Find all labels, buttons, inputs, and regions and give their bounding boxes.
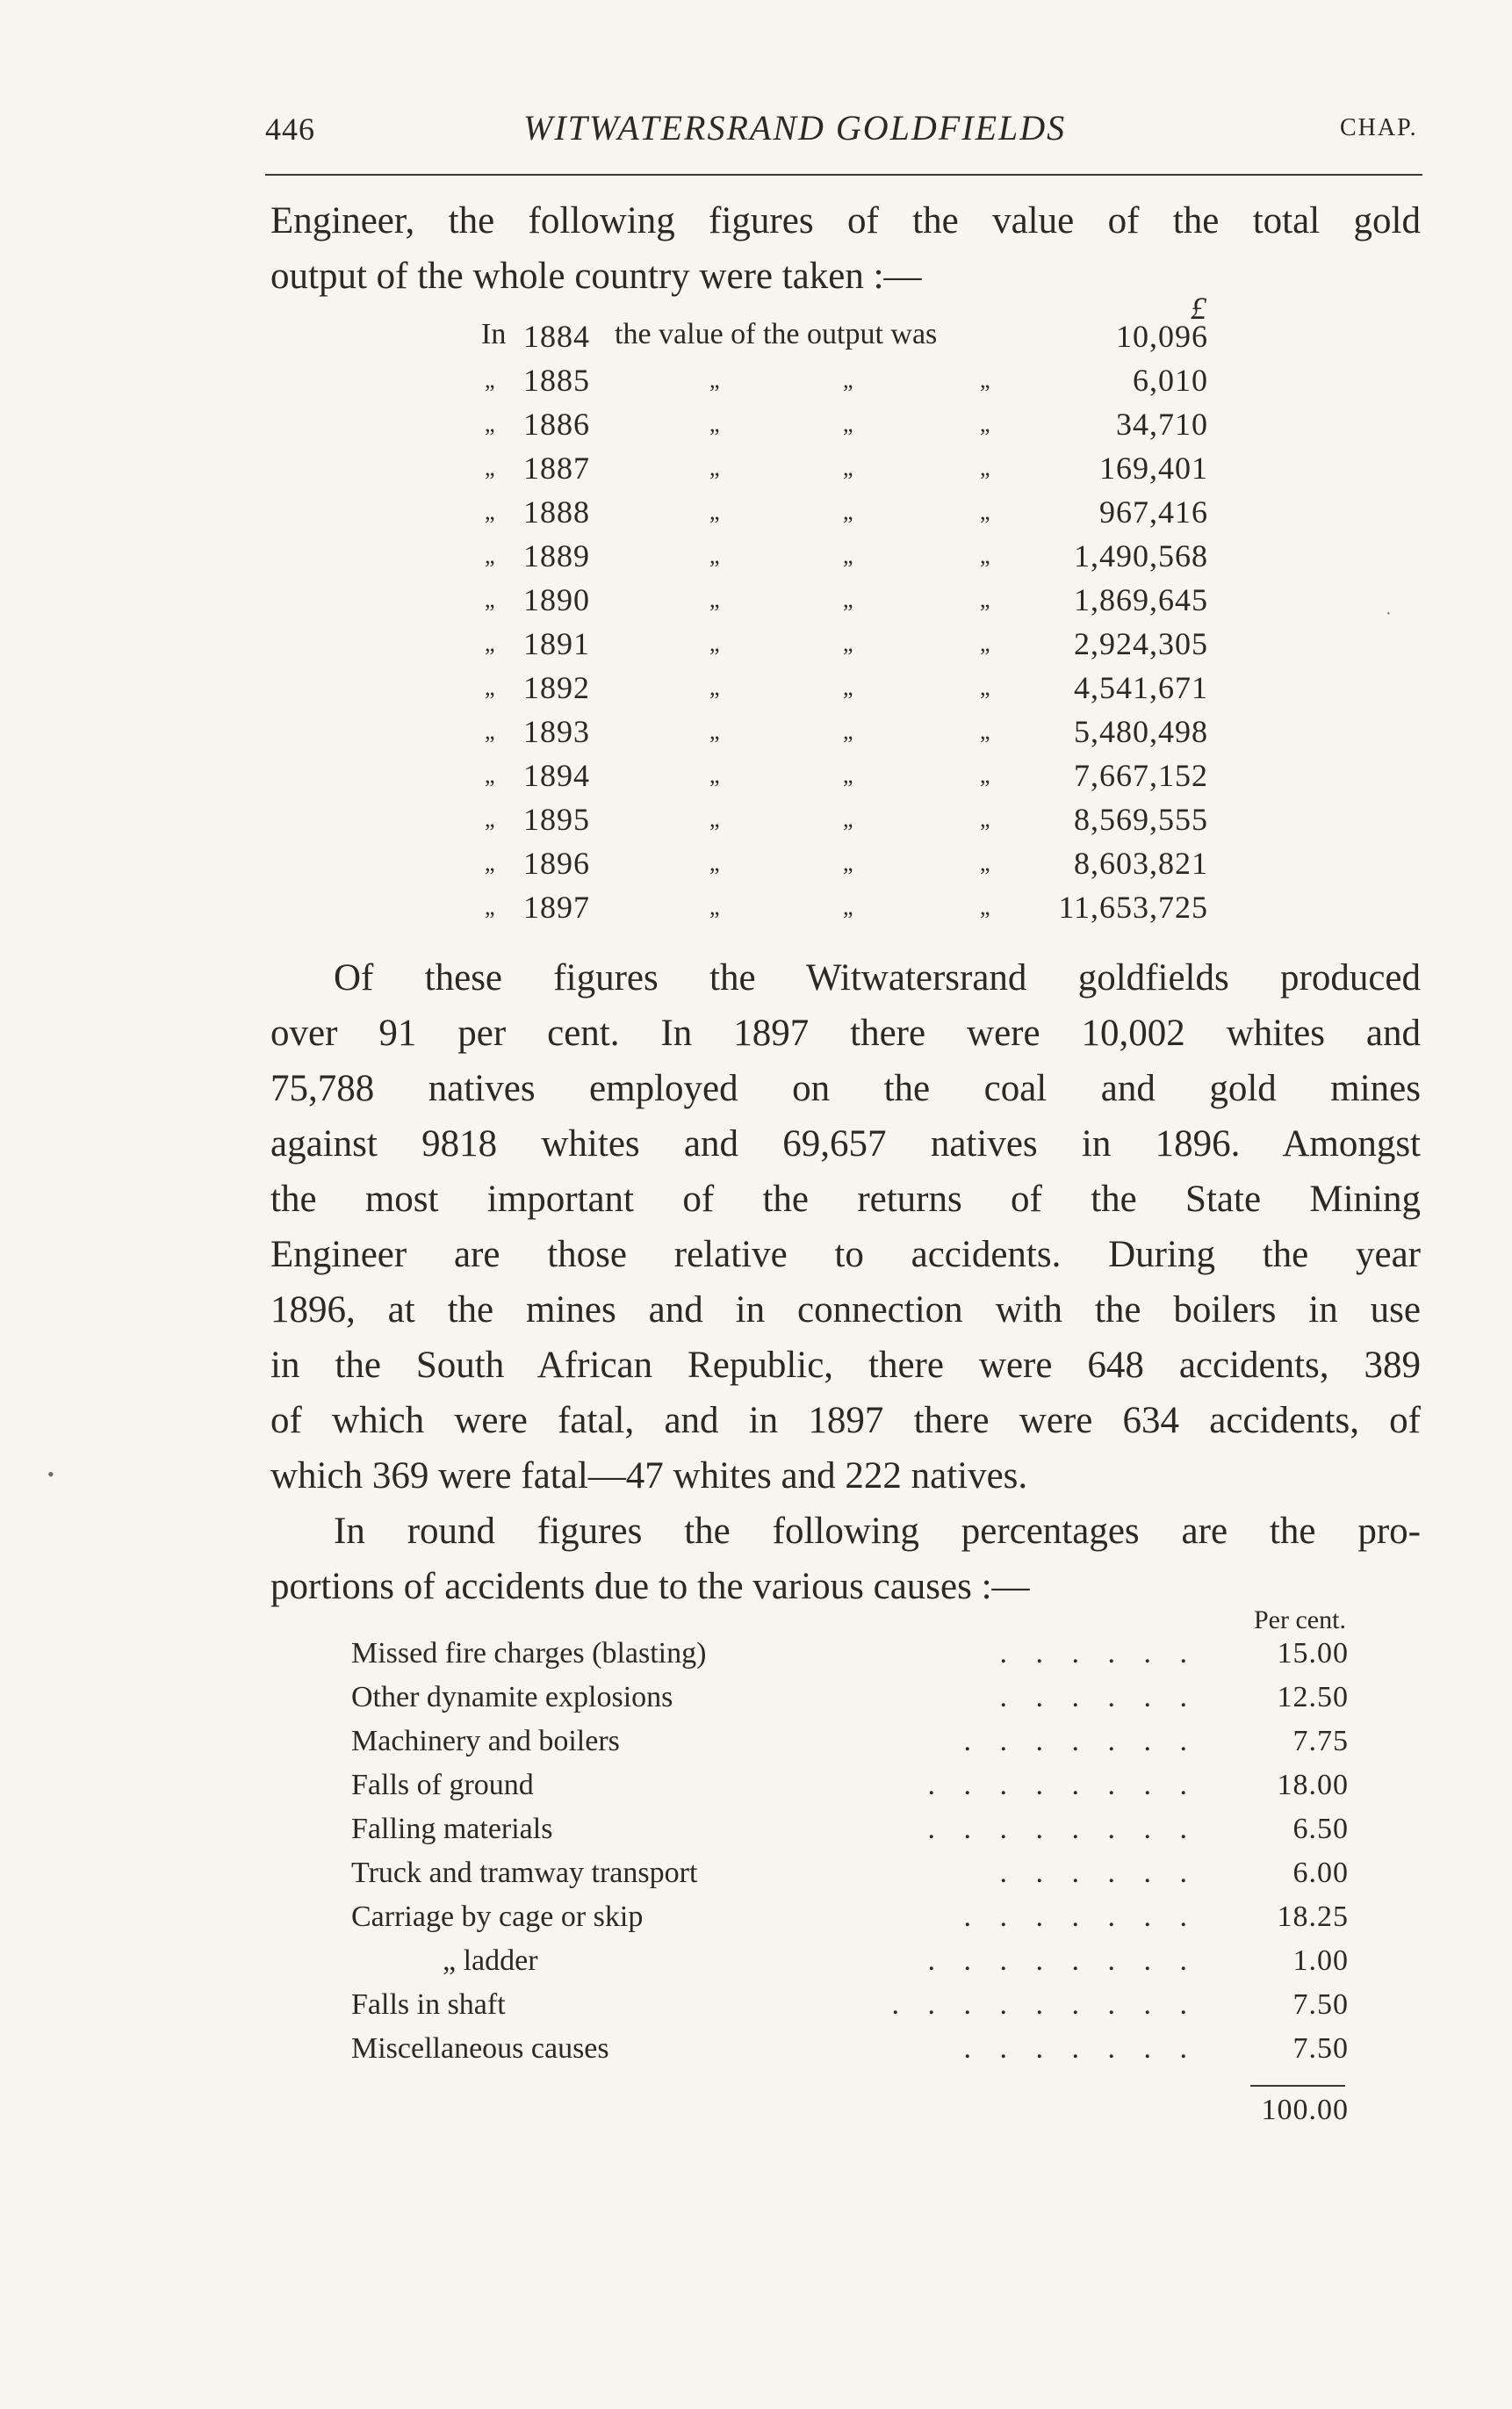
total-rule (1250, 2085, 1345, 2087)
accident-row (0, 2032, 1512, 2076)
ditto-mark: „ (980, 455, 990, 480)
ditto-mark: „ (709, 411, 720, 436)
accident-cause: Machinery and boilers (351, 1725, 620, 1757)
text-line: Engineer, the following figures of the value of the total gold (270, 200, 1421, 242)
year: 1885 (523, 363, 590, 398)
gold-output-row (0, 362, 1512, 406)
leader-dots: . . . . . . . (963, 1901, 1187, 1933)
accident-cause: Carriage by cage or skip (351, 1901, 644, 1933)
ditto-mark: „ (709, 850, 720, 876)
ditto-mark: „ (485, 894, 495, 920)
leader-dots: . . . . . . . (963, 2032, 1187, 2065)
ditto-mark: „ (709, 631, 720, 656)
ditto-mark: „ (709, 499, 720, 524)
year: 1884 (523, 319, 590, 354)
pound-sign: £ (1191, 291, 1206, 326)
year: 1890 (523, 582, 590, 617)
year: 1897 (523, 890, 590, 925)
gold-output-row (0, 406, 1512, 450)
ditto-mark: „ (980, 762, 990, 788)
output-value: 1,490,568 (1074, 538, 1208, 573)
ditto-mark: „ (709, 543, 720, 568)
gold-output-row (0, 450, 1512, 494)
output-value: 7,667,152 (1074, 758, 1208, 793)
output-value: 1,869,645 (1074, 582, 1208, 617)
ditto-mark: „ (485, 806, 495, 832)
output-value: 5,480,498 (1074, 714, 1208, 749)
ditto-mark: „ (709, 806, 720, 832)
accident-row (0, 1769, 1512, 1813)
ditto-mark: „ (980, 674, 990, 700)
ditto-mark: „ (843, 718, 853, 744)
accident-percent: 6.00 (1292, 1857, 1349, 1889)
accident-row (0, 1944, 1512, 1988)
ditto-mark: „ (843, 587, 853, 612)
margin-dot: · (1386, 604, 1392, 624)
ditto-mark: „ (980, 894, 990, 920)
leader-dots: . . . . . . . . . (891, 1988, 1187, 2021)
text-line: In round figures the following percentages are the pro- (334, 1511, 1421, 1552)
ditto-mark: „ (843, 455, 853, 480)
ditto-mark: „ (485, 850, 495, 876)
accident-row (0, 1857, 1512, 1901)
ditto-mark: „ (843, 674, 853, 700)
ditto-mark: „ (485, 455, 495, 480)
ditto-mark: „ (485, 543, 495, 568)
gold-output-row (0, 318, 1512, 362)
leader-dots: . . . . . . . . (927, 1813, 1187, 1845)
ditto-mark: „ (709, 455, 720, 480)
ditto-mark: „ (485, 718, 495, 744)
accident-row (0, 1901, 1512, 1944)
text-line: output of the whole country were taken :— (270, 256, 922, 297)
accident-percent: 6.50 (1292, 1813, 1349, 1845)
gold-output-row (0, 669, 1512, 713)
accident-cause: Falling materials (351, 1813, 553, 1845)
accident-percent: 7.50 (1292, 1988, 1349, 2021)
accident-cause: „ ladder (443, 1944, 538, 1977)
text-line: Of these figures the Witwatersrand goldfields produced (334, 957, 1421, 999)
text-line: 75,788 natives employed on the coal and gold mines (270, 1068, 1421, 1109)
ditto-mark: „ (485, 499, 495, 524)
page-number: 446 (265, 112, 315, 147)
ditto-mark: „ (980, 587, 990, 612)
text-line: which 369 were fatal—47 whites and 222 natives. (270, 1455, 1028, 1497)
ditto-mark: „ (980, 806, 990, 832)
gold-output-row (0, 757, 1512, 801)
accident-cause: Truck and tramway transport (351, 1857, 698, 1889)
ditto-mark: „ (485, 411, 495, 436)
leader-dots: . . . . . . (999, 1857, 1187, 1889)
output-value: 6,010 (1133, 363, 1208, 398)
ditto-mark: „ (843, 499, 853, 524)
ditto-mark: „ (843, 543, 853, 568)
text-line: Engineer are those relative to accidents. During the year (270, 1234, 1421, 1275)
year: 1891 (523, 626, 590, 661)
output-value: 10,096 (1116, 319, 1208, 354)
value-phrase: the value of the output was (615, 318, 938, 350)
year: 1888 (523, 494, 590, 530)
text-line: 1896, at the mines and in connection with the boilers in use (270, 1289, 1421, 1331)
chapter-label: CHAP. (1340, 114, 1418, 141)
accident-cause: Other dynamite explosions (351, 1681, 673, 1713)
year: 1895 (523, 802, 590, 837)
leader-dots: . . . . . . . . (927, 1769, 1187, 1801)
text-line: portions of accidents due to the various causes :— (270, 1566, 1030, 1607)
text-line: over 91 per cent. In 1897 there were 10,002 whites and (270, 1013, 1421, 1054)
leader-dots: . . . . . . . (963, 1725, 1187, 1757)
margin-mark: • (47, 1463, 54, 1485)
ditto-mark: „ (843, 631, 853, 656)
gold-output-row (0, 581, 1512, 625)
gold-output-row (0, 625, 1512, 669)
text-line: the most important of the returns of the State Mining (270, 1179, 1421, 1220)
accident-row (0, 1637, 1512, 1681)
accident-row (0, 1725, 1512, 1769)
year: 1887 (523, 451, 590, 486)
year: 1896 (523, 846, 590, 881)
accident-cause: Miscellaneous causes (351, 2032, 609, 2065)
ditto-mark: „ (980, 718, 990, 744)
accident-percent: 12.50 (1277, 1681, 1349, 1713)
ditto-mark: „ (980, 631, 990, 656)
ditto-mark: „ (709, 762, 720, 788)
output-value: 8,603,821 (1074, 846, 1208, 881)
ditto-mark: „ (980, 543, 990, 568)
row-prefix: In (481, 318, 507, 350)
accident-percent: 18.00 (1277, 1769, 1349, 1801)
output-value: 4,541,671 (1074, 670, 1208, 705)
main-paragraph (270, 950, 1421, 1614)
text-line: of which were fatal, and in 1897 there were 634 accidents, of (270, 1400, 1421, 1441)
gold-output-row (0, 494, 1512, 537)
output-value: 8,569,555 (1074, 802, 1208, 837)
leader-dots: . . . . . . (999, 1637, 1187, 1670)
year: 1894 (523, 758, 590, 793)
text-line: against 9818 whites and 69,657 natives in 1896. Amongst (270, 1123, 1421, 1165)
output-value: 967,416 (1099, 494, 1208, 530)
output-value: 11,653,725 (1058, 890, 1208, 925)
ditto-mark: „ (843, 894, 853, 920)
header-rule (265, 174, 1422, 176)
accident-row (0, 1988, 1512, 2032)
text-line: in the South African Republic, there were 648 accidents, 389 (270, 1345, 1421, 1386)
ditto-mark: „ (843, 411, 853, 436)
gold-output-row (0, 801, 1512, 845)
ditto-mark: „ (485, 674, 495, 700)
accident-row (0, 1681, 1512, 1725)
ditto-mark: „ (485, 587, 495, 612)
accident-cause: Falls of ground (351, 1769, 534, 1801)
ditto-mark: „ (980, 499, 990, 524)
year: 1893 (523, 714, 590, 749)
year: 1886 (523, 407, 590, 442)
accident-percent: 1.00 (1292, 1944, 1349, 1977)
ditto-mark: „ (709, 367, 720, 393)
intro-paragraph (270, 193, 1421, 304)
ditto-mark: „ (843, 367, 853, 393)
leader-dots: . . . . . . . . (927, 1944, 1187, 1977)
percent-column-header: Per cent. (1254, 1605, 1346, 1634)
ditto-mark: „ (709, 587, 720, 612)
ditto-mark: „ (843, 850, 853, 876)
gold-output-row (0, 713, 1512, 757)
ditto-mark: „ (709, 674, 720, 700)
output-value: 2,924,305 (1074, 626, 1208, 661)
accident-cause: Falls in shaft (351, 1988, 506, 2021)
gold-output-row (0, 889, 1512, 933)
accident-cause: Missed fire charges (blasting) (351, 1637, 707, 1670)
year: 1889 (523, 538, 590, 573)
accidents-total: 100.00 (1261, 2094, 1349, 2126)
accident-percent: 18.25 (1277, 1901, 1349, 1933)
output-value: 34,710 (1116, 407, 1208, 442)
accident-percent: 7.75 (1292, 1725, 1349, 1757)
running-title: WITWATERSRAND GOLDFIELDS (523, 108, 1067, 148)
ditto-mark: „ (709, 894, 720, 920)
gold-output-row (0, 537, 1512, 581)
ditto-mark: „ (485, 367, 495, 393)
ditto-mark: „ (980, 850, 990, 876)
year: 1892 (523, 670, 590, 705)
output-value: 169,401 (1099, 451, 1208, 486)
ditto-mark: „ (485, 762, 495, 788)
gold-output-row (0, 845, 1512, 889)
ditto-mark: „ (485, 631, 495, 656)
leader-dots: . . . . . . (999, 1681, 1187, 1713)
ditto-mark: „ (980, 367, 990, 393)
accident-row (0, 1813, 1512, 1857)
accident-percent: 7.50 (1292, 2032, 1349, 2065)
ditto-mark: „ (843, 806, 853, 832)
ditto-mark: „ (709, 718, 720, 744)
accident-percent: 15.00 (1277, 1637, 1349, 1670)
ditto-mark: „ (843, 762, 853, 788)
ditto-mark: „ (980, 411, 990, 436)
